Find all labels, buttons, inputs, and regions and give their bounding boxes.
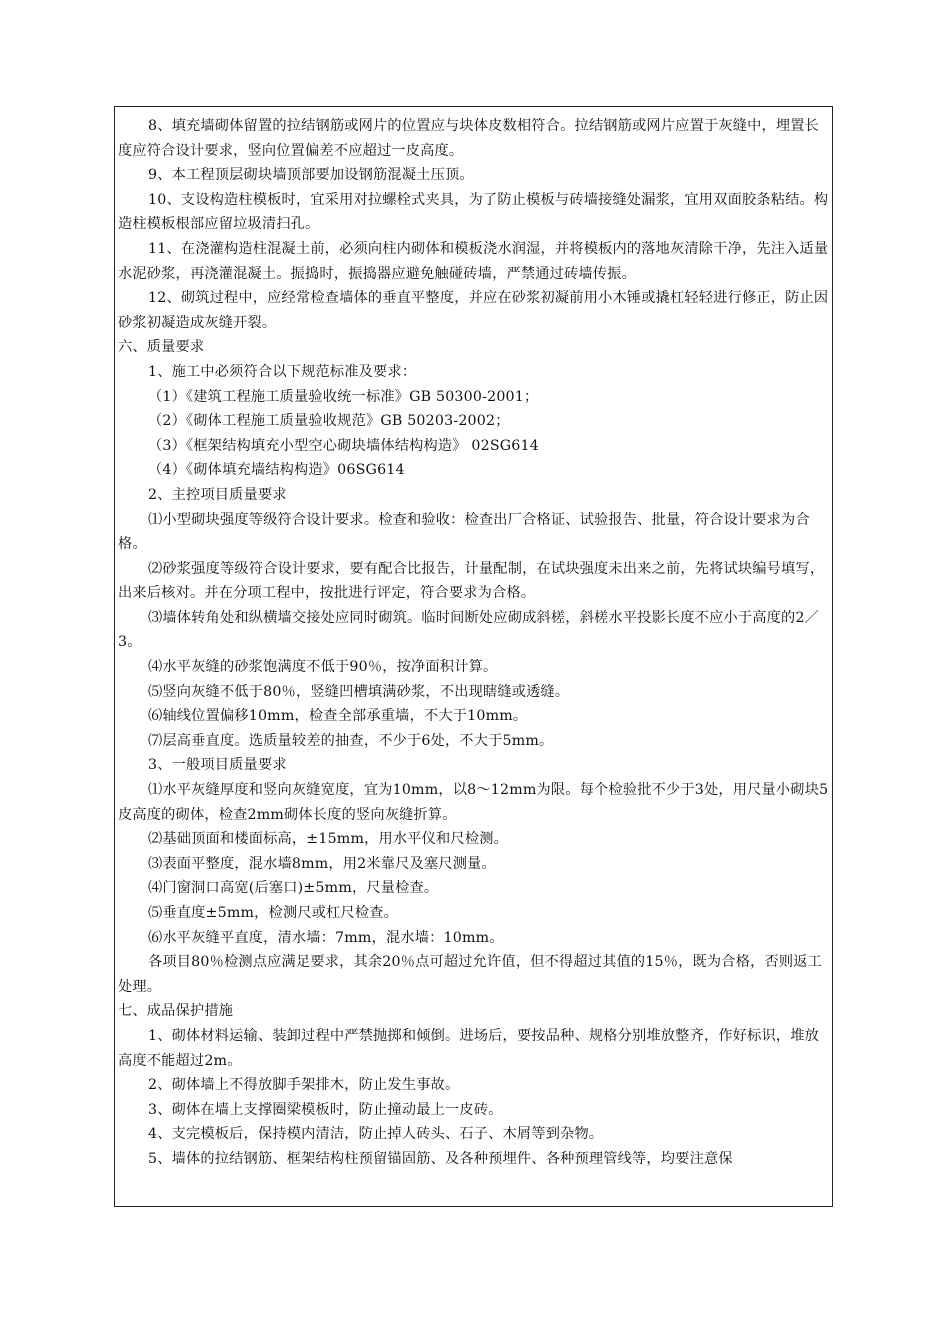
paragraph: ⑷水平灰缝的砂浆饱满度不低于90％，按净面积计算。: [148, 659, 498, 676]
paragraph: ⑵砂浆强度等级符合设计要求，要有配合比报告，计量配制，在试块强度未出来之前，先将试块编号填写，出来后核对。并在分项工程中，按批进行评定，符合要求为合格。: [118, 560, 825, 602]
paragraph: （3）《框架结构填充小型空心砌块墙体结构构造》 02SG614: [148, 437, 539, 454]
paragraph: ⑶墙体转角处和纵横墙交接处应同时砌筑。临时间断处应砌成斜槎，斜槎水平投影长度不应小于高度的2／3。: [118, 609, 820, 651]
document-body: [118, 114, 830, 1172]
section-heading: 六、质量要求: [118, 339, 205, 356]
paragraph: 2、主控项目质量要求: [148, 486, 287, 503]
paragraph: ⑵基础顶面和楼面标高，±15mm，用水平仪和尺检测。: [148, 831, 508, 848]
paragraph: ⑴水平灰缝厚度和竖向灰缝宽度，宜为10mm，以8～12mm为限。每个检验批不少于3处，用尺量小砌块5皮高度的砌体，检查2mm砌体长度的竖向灰缝折算。: [118, 782, 829, 823]
section-heading: 七、成品保护措施: [118, 1003, 234, 1020]
paragraph: 11、在浇灌构造柱混凝土前，必须向柱内砌体和模板浇水润湿，并将模板内的落地灰清除干净，先注入适量水泥砂浆，再浇灌混凝土。振捣时，振捣器应避免触碰砖墙，严禁通过砖墙传振。: [118, 240, 829, 282]
paragraph: 8、填充墙砌体留置的拉结钢筋或网片的位置应与块体皮数相符合。拉结钢筋或网片应置于灰缝中，埋置长度应符合设计要求，竖向位置偏差不应超过一皮高度。: [118, 118, 820, 159]
paragraph: 3、一般项目质量要求: [148, 757, 287, 774]
paragraph: 3、砌体在墙上支撑圈梁模板时，防止撞动最上一皮砖。: [148, 1101, 503, 1118]
paragraph: 1、施工中必须符合以下规范标准及要求：: [148, 363, 417, 380]
paragraph: 10、支设构造柱模板时，宜采用对拉螺栓式夹具，为了防止模板与砖墙接缝处漏浆，宜用双面胶条粘结。构造柱模板根部应留垃圾清扫孔。: [118, 191, 829, 233]
paragraph: ⑷门窗洞口高宽(后塞口)±5mm，尺量检查。: [148, 880, 439, 897]
paragraph: ⑸垂直度±5mm，检测尺或杠尺检查。: [148, 905, 399, 921]
paragraph: （2）《砌体工程施工质量验收规范》GB 50203-2002；: [148, 413, 510, 430]
paragraph: （1）《建筑工程施工质量验收统一标准》GB 50300-2001；: [148, 388, 539, 405]
paragraph: 4、支完模板后，保持模内清洁，防止掉人砖头、石子、木屑等到杂物。: [148, 1126, 604, 1143]
paragraph: 9、本工程顶层砌块墙顶部要加设钢筋混凝土压顶。: [148, 167, 474, 184]
paragraph: ⑶表面平整度，混水墙8mm，用2米靠尺及塞尺测量。: [148, 855, 496, 872]
paragraph: ⑹水平灰缝平直度，清水墙：7mm，混水墙：10mm。: [148, 929, 504, 946]
paragraph: 2、砌体墙上不得放脚手架排木，防止发生事故。: [148, 1077, 460, 1094]
paragraph: ⑴小型砌块强度等级符合设计要求。检查和验收：检查出厂合格证、试验报告、批量，符合设计要求为合格。: [118, 511, 810, 553]
paragraph: ⑸竖向灰缝不低于80％，竖缝凹槽填满砂浆，不出现瞎缝或透缝。: [148, 683, 570, 700]
paragraph: 5、墙体的拉结钢筋、框架结构柱预留锚固筋、及各种预埋件、各种预理管线等，均要注意保: [148, 1150, 733, 1167]
paragraph: 1、砌体材料运输、装卸过程中严禁抛掷和倾倒。进场后，要按品种、规格分别堆放整齐，作好标识，堆放高度不能超过2m。: [118, 1027, 820, 1069]
paragraph: 12、砌筑过程中，应经常检查墙体的垂直平整度，并应在砂浆初凝前用小木锤或撬杠轻轻进行修正，防止因砂浆初凝造成灰缝开裂。: [118, 290, 829, 331]
paragraph: 各项目80％检测点应满足要求，其余20％点可超过允许值，但不得超过其值的15％，既为合格，否则返工处理。: [118, 954, 823, 995]
paragraph: ⑹轴线位置偏移10mm，检查全部承重墙，不大于10mm。: [148, 708, 528, 725]
paragraph: ⑺层高垂直度。选质量较差的抽查，不少于6处，不大于5mm。: [148, 732, 554, 749]
paragraph: （4）《砌体填充墙结构构造》06SG614: [148, 462, 405, 479]
